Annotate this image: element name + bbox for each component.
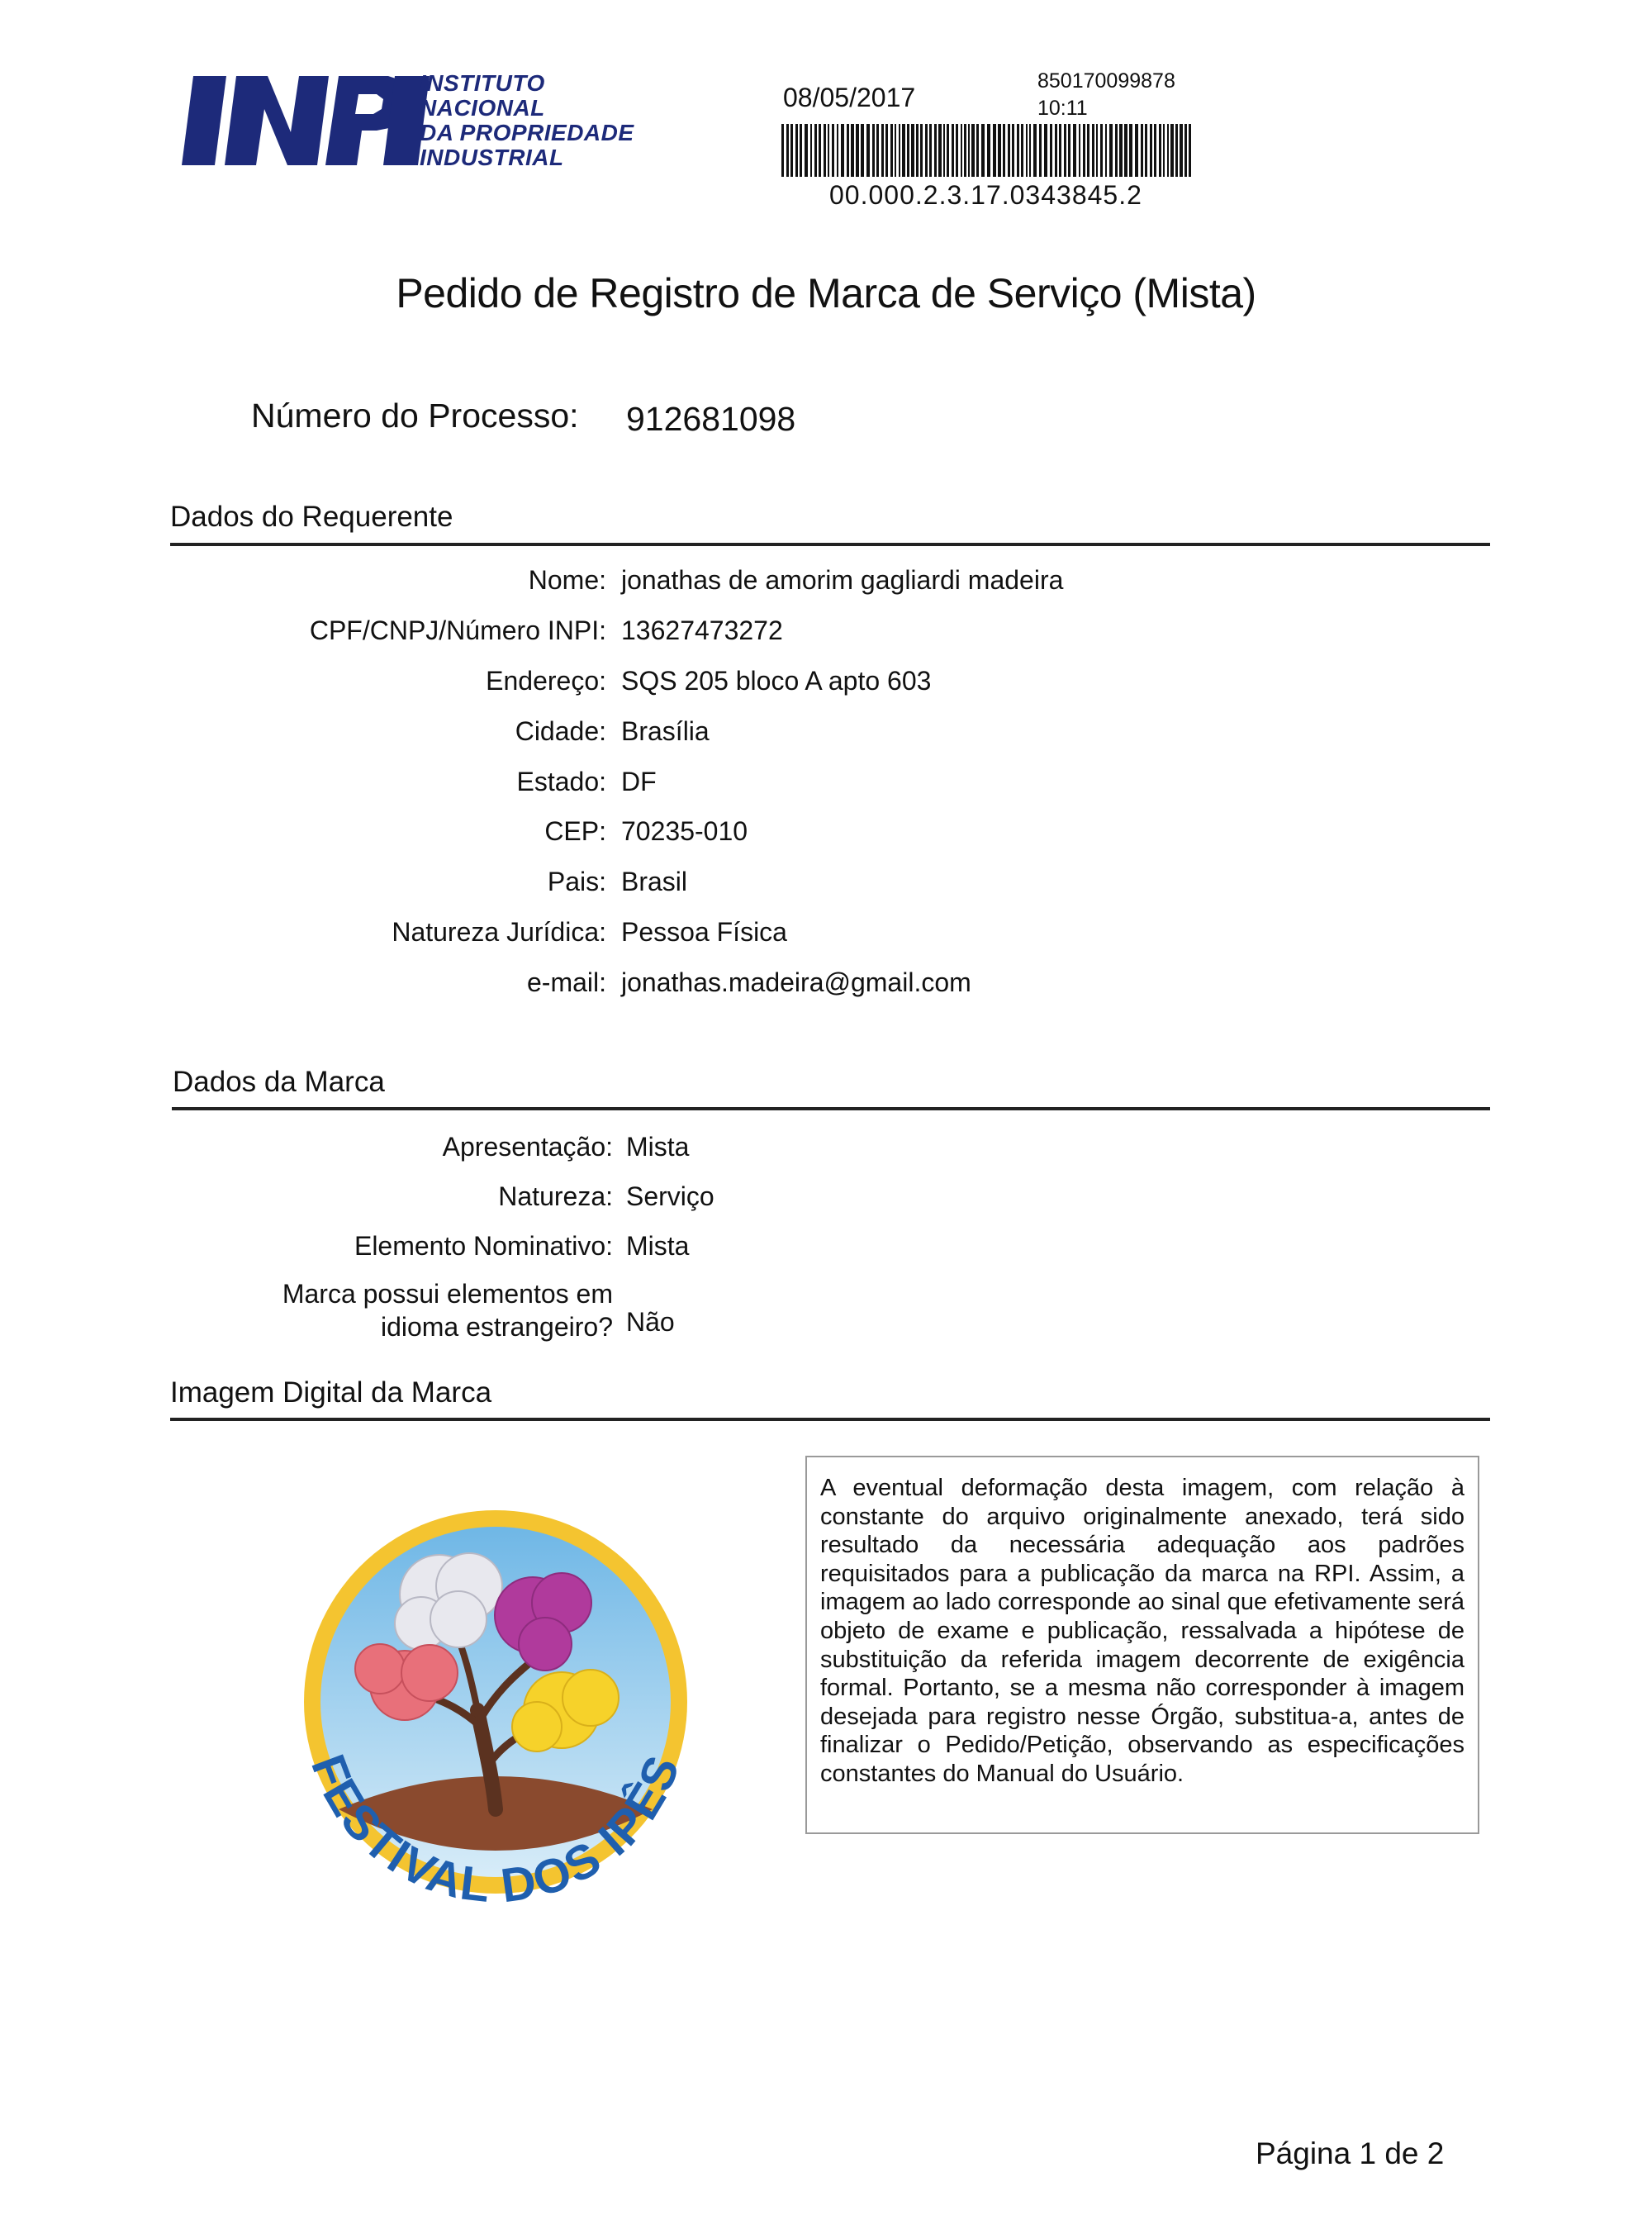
field-label: CPF/CNPJ/Número INPI: [309, 615, 606, 645]
barcode-bar [841, 124, 844, 177]
barcode-bar [1017, 124, 1019, 177]
barcode-bar [1105, 124, 1107, 177]
barcode-bar [1100, 124, 1103, 177]
barcode-bar [1145, 124, 1147, 177]
page-title: Pedido de Registro de Marca de Serviço (Mista) [396, 270, 1256, 316]
barcode-bar [824, 124, 826, 177]
field-value: Pessoa Física [621, 917, 787, 947]
logo-line: NACIONAL [420, 95, 545, 121]
barcode-bar [847, 124, 849, 177]
barcode-bar [872, 124, 875, 177]
barcode-bar [1184, 124, 1187, 177]
barcode-bar [1150, 124, 1152, 177]
field-row [0, 816, 1487, 858]
barcode-bar [885, 124, 888, 177]
barcode-bar [1050, 124, 1052, 177]
barcode-bar [1012, 124, 1014, 177]
field-value[interactable]: jonathas.madeira@gmail.com [621, 967, 971, 997]
trademark-image [248, 1462, 760, 1958]
barcode-bar [899, 124, 900, 177]
field-value: Mista [626, 1231, 690, 1261]
barcode-bar [1170, 124, 1174, 177]
barcode-bar [907, 124, 909, 177]
barcode-bar [800, 124, 802, 177]
section-title-imagem: Imagem Digital da Marca [170, 1376, 492, 1409]
barcode-bar [1079, 124, 1080, 177]
field-label: Estado: [516, 767, 606, 796]
barcode-bar [956, 124, 958, 177]
barcode-bar [1167, 124, 1169, 177]
barcode-bar [1154, 124, 1156, 177]
barcode-bar [961, 124, 962, 177]
field-row [0, 1181, 1487, 1223]
barcode-bar [1124, 124, 1127, 177]
page-number: Página 1 de 2 [1256, 2136, 1445, 2170]
barcode-bar [902, 124, 905, 177]
barcode-bar [814, 124, 817, 177]
barcode-bar [890, 124, 893, 177]
document-time: 10:11 [1037, 97, 1088, 120]
field-row [0, 615, 1487, 657]
barcode-bar [861, 124, 864, 177]
barcode-bar [952, 124, 954, 177]
document-code: 850170099878 [1037, 69, 1175, 93]
field-label: Elemento Nominativo: [354, 1231, 613, 1261]
barcode-bar [810, 124, 812, 177]
field-row [0, 917, 1487, 958]
barcode-bar [976, 124, 979, 177]
barcode-bar [981, 124, 985, 177]
inpi-logo [182, 66, 694, 173]
field-value: jonathas de amorim gagliardi madeira [621, 565, 1064, 595]
barcode-bar [881, 124, 884, 177]
process-number-value: 912681098 [626, 400, 796, 438]
barcode-bar [968, 124, 970, 177]
field-value: Serviço [626, 1181, 714, 1211]
field-value: Mista [626, 1132, 690, 1162]
field-label: idioma estrangeiro? [380, 1312, 613, 1342]
barcode-bar [993, 124, 996, 177]
logo-line: INDUSTRIAL [420, 145, 564, 170]
section-divider [170, 1418, 1490, 1421]
barcode-bar [911, 124, 914, 177]
section-title-marca: Dados da Marca [173, 1066, 385, 1098]
barcode-number: 00.000.2.3.17.0343845.2 [829, 180, 1142, 210]
barcode-bar [1068, 124, 1070, 177]
barcode-bar [1026, 124, 1028, 177]
barcode-bar [786, 124, 789, 177]
barcode-bar [987, 124, 990, 177]
field-value: Brasília [621, 716, 710, 746]
document-date: 08/05/2017 [783, 83, 916, 112]
barcode-bar [1033, 124, 1037, 177]
barcode-bar [916, 124, 919, 177]
barcode-bar [1119, 124, 1123, 177]
barcode-bar [1003, 124, 1005, 177]
barcode-bar [1115, 124, 1118, 177]
barcode-bar [1180, 124, 1183, 177]
barcode-bar [1044, 124, 1047, 177]
field-value: Não [626, 1307, 675, 1337]
barcode-bar [790, 124, 793, 177]
field-label: Nome: [528, 565, 606, 595]
barcode-bar [971, 124, 975, 177]
field-row [0, 666, 1487, 707]
field-value: 13627473272 [621, 615, 783, 645]
barcode-bar [1092, 124, 1094, 177]
barcode-bar [1159, 124, 1161, 177]
barcode-bar [876, 124, 879, 177]
field-row [0, 565, 1487, 606]
field-value: Brasil [621, 867, 688, 896]
barcode-bar [1039, 124, 1042, 177]
barcode-bar [1087, 124, 1089, 177]
barcode-bar [938, 124, 942, 177]
barcode-bar [1021, 124, 1023, 177]
field-label: CEP: [544, 816, 606, 846]
barcode-bar [805, 124, 808, 177]
field-row [0, 1132, 1487, 1173]
field-label: Cidade: [515, 716, 606, 746]
barcode-bar [1064, 124, 1066, 177]
barcode-bar [895, 124, 896, 177]
barcode-bar [1163, 124, 1165, 177]
barcode-bar [1096, 124, 1098, 177]
process-number-label: Número do Processo: [251, 397, 579, 435]
barcode-bar [1189, 124, 1191, 177]
field-label: Apresentação: [442, 1132, 613, 1162]
barcode-bar [832, 124, 834, 177]
field-row [0, 967, 1487, 1009]
barcode-bar [1175, 124, 1178, 177]
barcode-bar [837, 124, 838, 177]
image-notice-text: A eventual deformação desta imagem, com relação à constante do arquivo originalmente anexado, terá sido resultado da necessária adequação aos padrões requisitados para a publicação da marca na RPI. Assim, a imagem ao lado corresponde ao sinal que efetivamente será objeto de exame e publicação, ressalvada a hipótese de substituição da referida imagem decorrente de exigência formal. Portanto, se a mesma não corresponder à imagem desejada para registro nesse Órgão, substitua-a, antes de finalizar o Pedido/Petição, observando as especificações constantes do Manual do Usuário. [820, 1475, 1464, 1787]
inpi-logo-mark [182, 66, 438, 173]
barcode-bar [856, 124, 859, 177]
field-row [0, 1231, 1487, 1272]
barcode-bar [781, 124, 784, 177]
image-notice-box [805, 1456, 1479, 1834]
barcode-bar [1141, 124, 1143, 177]
logo-line: INSTITUTO [420, 70, 545, 96]
field-label: Natureza: [498, 1181, 613, 1211]
barcode-bar [1008, 124, 1010, 177]
trademark-text: FESTIVAL DOS IPÊS [301, 1747, 691, 1913]
barcode-bar [866, 124, 870, 177]
barcode-bar [828, 124, 829, 177]
barcode [781, 124, 1193, 177]
barcode-bar [1129, 124, 1132, 177]
field-label: Endereço: [486, 666, 606, 696]
barcode-bar [947, 124, 949, 177]
barcode-bar [819, 124, 821, 177]
field-label: Pais: [547, 867, 606, 896]
inpi-logo-text [420, 71, 700, 170]
field-value: 70235-010 [621, 816, 748, 846]
barcode-bar [920, 124, 923, 177]
barcode-bar [1029, 124, 1031, 177]
barcode-bar [1055, 124, 1057, 177]
barcode-bar [1135, 124, 1138, 177]
section-title-requerente: Dados do Requerente [170, 501, 453, 533]
barcode-bar [925, 124, 928, 177]
barcode-bar [1109, 124, 1113, 177]
field-label: Marca possui elementos em [282, 1279, 613, 1309]
barcode-bar [795, 124, 798, 177]
field-label: Natureza Jurídica: [392, 917, 606, 947]
barcode-bar [1073, 124, 1076, 177]
logo-line: DA PROPRIEDADE [420, 120, 634, 145]
field-label: e-mail: [526, 967, 606, 997]
field-row [0, 716, 1487, 758]
barcode-bar [943, 124, 945, 177]
field-row [0, 867, 1487, 908]
section-divider [172, 1107, 1490, 1110]
barcode-bar [934, 124, 937, 177]
barcode-bar [1059, 124, 1061, 177]
field-value: DF [621, 767, 657, 796]
barcode-bar [998, 124, 1001, 177]
barcode-bar [851, 124, 854, 177]
barcode-bar [1083, 124, 1085, 177]
field-value: SQS 205 bloco A apto 603 [621, 666, 932, 696]
field-row [0, 767, 1487, 808]
barcode-bar [929, 124, 932, 177]
section-divider [170, 543, 1490, 546]
barcode-bar [964, 124, 966, 177]
